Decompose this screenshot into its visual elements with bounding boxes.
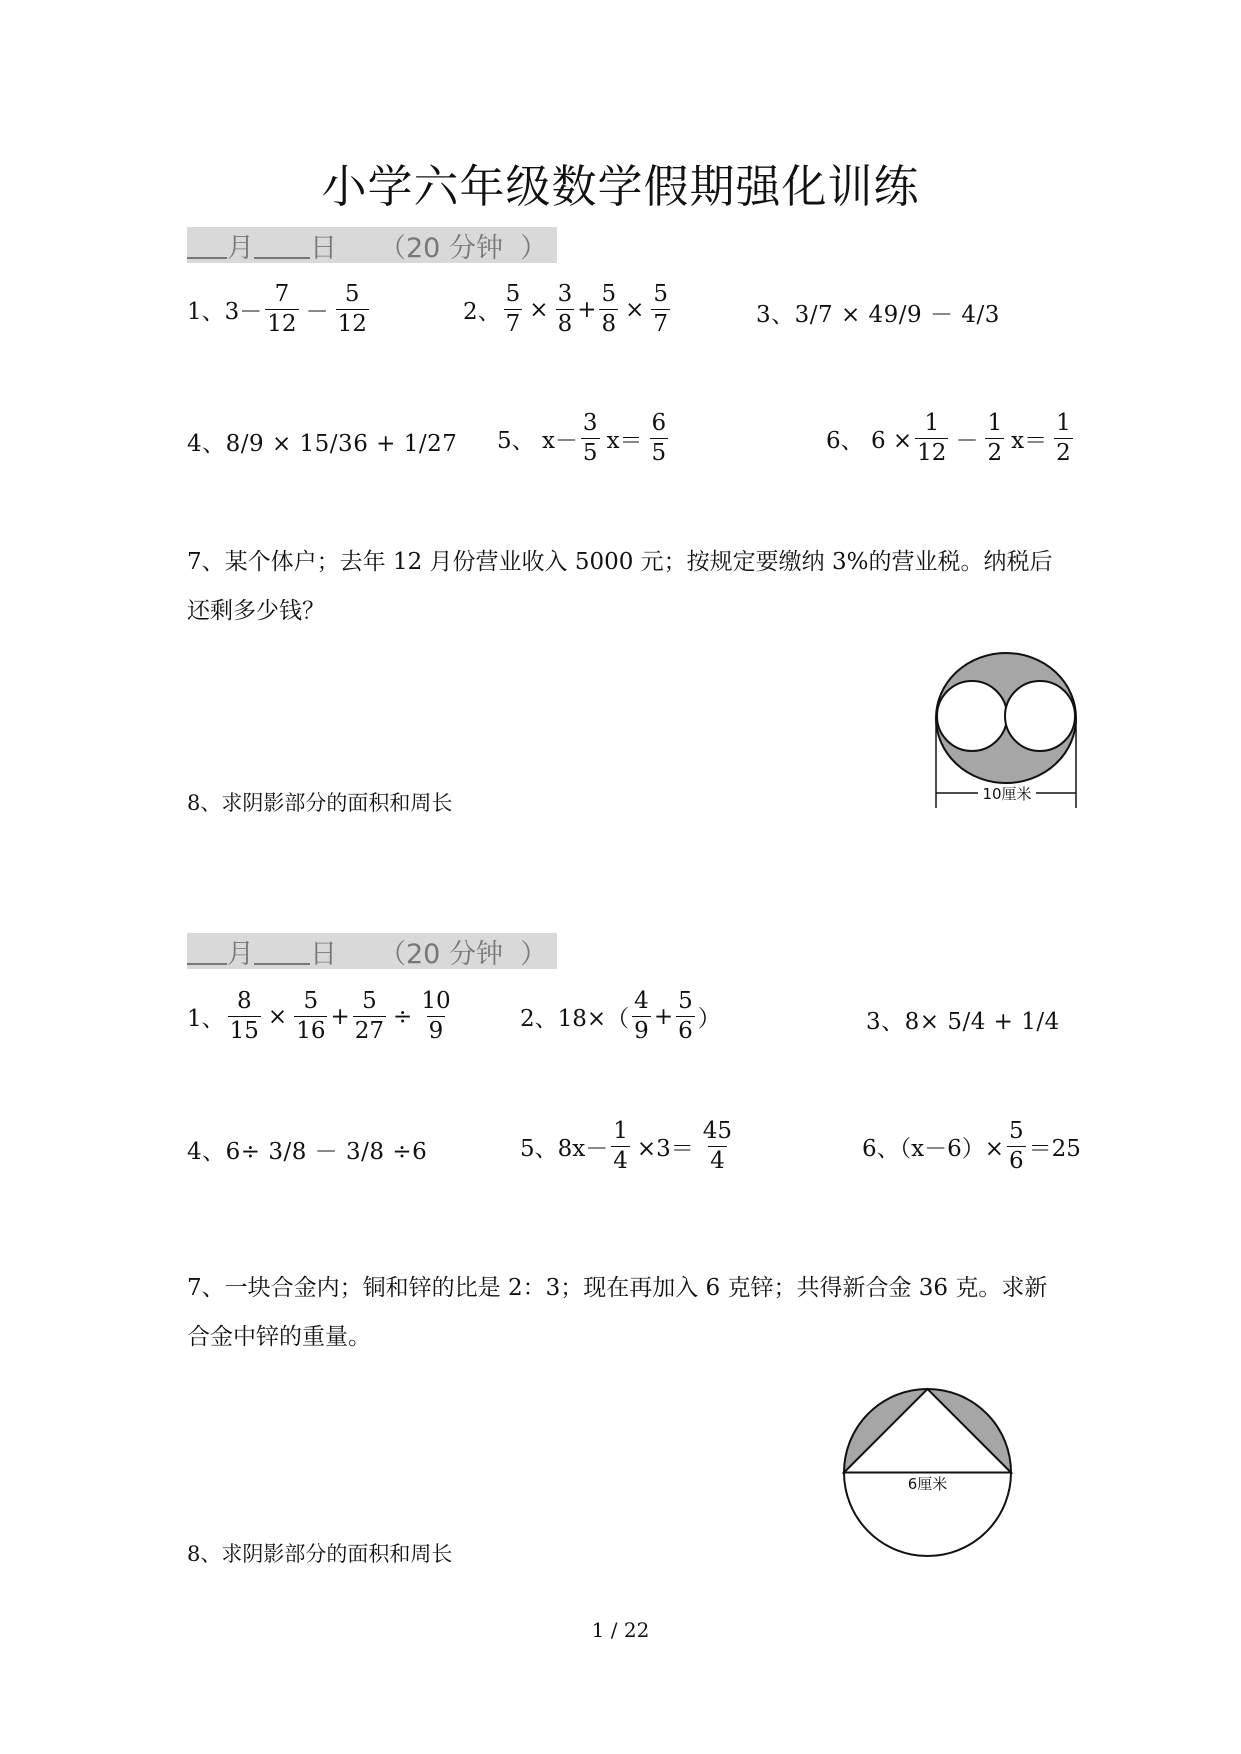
- page-number: 1 / 22: [591, 1618, 650, 1642]
- month-blank: [187, 231, 227, 259]
- problem-label: 5、 x－: [497, 428, 578, 454]
- operator: x＝: [606, 428, 643, 454]
- operator: +: [330, 1003, 350, 1030]
- two-circles-figure: [930, 648, 1085, 813]
- problem-label: 1、3－: [187, 299, 263, 325]
- operator: ）: [697, 1006, 721, 1032]
- inscribed-triangle-figure: [840, 1385, 1015, 1560]
- problem-label: 1、: [187, 1006, 225, 1032]
- s2-problem-8: 8、求阴影部分的面积和周长: [187, 1542, 453, 1566]
- dimension-label: 6厘米: [907, 1475, 948, 1493]
- day-blank: [254, 231, 310, 259]
- day-label: 日: [310, 938, 337, 970]
- s1-problem-8: 8、求阴影部分的面积和周长: [187, 791, 453, 815]
- s2-problem-3: 3、8× 5/4 + 1/4: [866, 1009, 1060, 1035]
- operator: －: [955, 428, 979, 454]
- fraction: $\frac{5}{7}$: [505, 281, 521, 337]
- s1-problem-7: [187, 538, 1087, 636]
- fraction: $\frac{7}{12}$: [267, 281, 297, 337]
- s1-problem-5: [497, 412, 671, 465]
- s2-problem-5: [520, 1120, 737, 1173]
- problem-label: 2、: [463, 299, 501, 325]
- s1-problem-2: [463, 283, 673, 336]
- fraction: $\frac{5}{7}$: [653, 281, 669, 337]
- problem-text: 7、一块合金内；铜和锌的比是 2：3；现在再加入 6 克锌；共得新合金 36 克。求新: [187, 1275, 1048, 1301]
- operator: ×: [625, 296, 645, 323]
- s1-problem-3: 3、3/7 × 49/9 － 4/3: [756, 302, 1000, 328]
- problem-text: 7、某个体户；去年 12 月份营业收入 5000 元；按规定要缴纳 3%的营业税。纳税后: [187, 549, 1053, 575]
- s1-problem-4: 4、8/9 × 15/36 + 1/27: [187, 431, 458, 457]
- s2-problem-6: [862, 1120, 1081, 1173]
- fraction: $\frac{8}{15}$: [229, 988, 259, 1044]
- inner-circle-right: [1005, 681, 1075, 751]
- fraction: $\frac{1}{4}$: [613, 1118, 628, 1174]
- fraction: $\frac{3}{5}$: [582, 410, 598, 466]
- problem-label: 2、18×（: [520, 1006, 630, 1032]
- operator: －: [305, 299, 329, 325]
- s2-problem-4: 4、6÷ 3/8 － 3/8 ÷6: [187, 1139, 428, 1165]
- operator: ×: [529, 296, 549, 323]
- problem-text: 还剩多少钱？: [187, 598, 325, 624]
- duration-label: （20 分钟 ）: [379, 938, 548, 970]
- problem-label: 5、8x－: [520, 1136, 609, 1162]
- s2-problem-2: [520, 990, 721, 1043]
- fraction: $\frac{5}{12}$: [337, 281, 367, 337]
- fraction: $\frac{5}{6}$: [1009, 1118, 1024, 1174]
- operator: +: [577, 296, 597, 323]
- s2-problem-1: [187, 990, 456, 1043]
- s1-problem-6: [826, 412, 1076, 465]
- month-label: 月: [227, 938, 254, 970]
- section2-header: [187, 933, 557, 969]
- day-blank: [254, 937, 310, 965]
- dimension-label: 10厘米: [982, 785, 1032, 803]
- fraction: $\frac{1}{2}$: [1056, 410, 1071, 466]
- fraction: $\frac{4}{9}$: [634, 988, 649, 1044]
- fraction: $\frac{3}{8}$: [557, 281, 573, 337]
- inner-circle-left: [937, 681, 1007, 751]
- fraction: $\frac{1}{2}$: [987, 410, 1003, 466]
- fraction: $\frac{45}{4}$: [702, 1118, 733, 1174]
- fraction: $\frac{5}{6}$: [678, 988, 693, 1044]
- duration-label: （20 分钟 ）: [379, 232, 548, 264]
- operator: ÷: [393, 1003, 413, 1030]
- day-label: 日: [310, 232, 337, 264]
- operator: ×: [267, 1003, 288, 1030]
- problem-label: 6、 6 ×: [826, 428, 913, 454]
- problem-label: 6、（x－6）×: [862, 1136, 1005, 1162]
- s1-problem-1: [187, 283, 372, 336]
- page-title: 小学六年级数学假期强化训练: [321, 160, 920, 213]
- s2-problem-7: [187, 1264, 1087, 1362]
- month-blank: [187, 937, 227, 965]
- operator: ＝25: [1028, 1136, 1081, 1162]
- fraction: $\frac{10}{9}$: [421, 988, 451, 1044]
- section1-header: [187, 227, 557, 263]
- problem-text: 合金中锌的重量。: [187, 1324, 371, 1350]
- month-label: 月: [227, 232, 254, 264]
- operator: x＝: [1011, 428, 1048, 454]
- fraction: $\frac{5}{16}$: [296, 988, 326, 1044]
- fraction: $\frac{6}{5}$: [651, 410, 667, 466]
- operator: +: [653, 1003, 674, 1030]
- fraction: $\frac{5}{8}$: [601, 281, 617, 337]
- operator: ×3＝: [636, 1136, 694, 1162]
- fraction: $\frac{5}{27}$: [354, 988, 385, 1044]
- fraction: $\frac{1}{12}$: [917, 410, 947, 466]
